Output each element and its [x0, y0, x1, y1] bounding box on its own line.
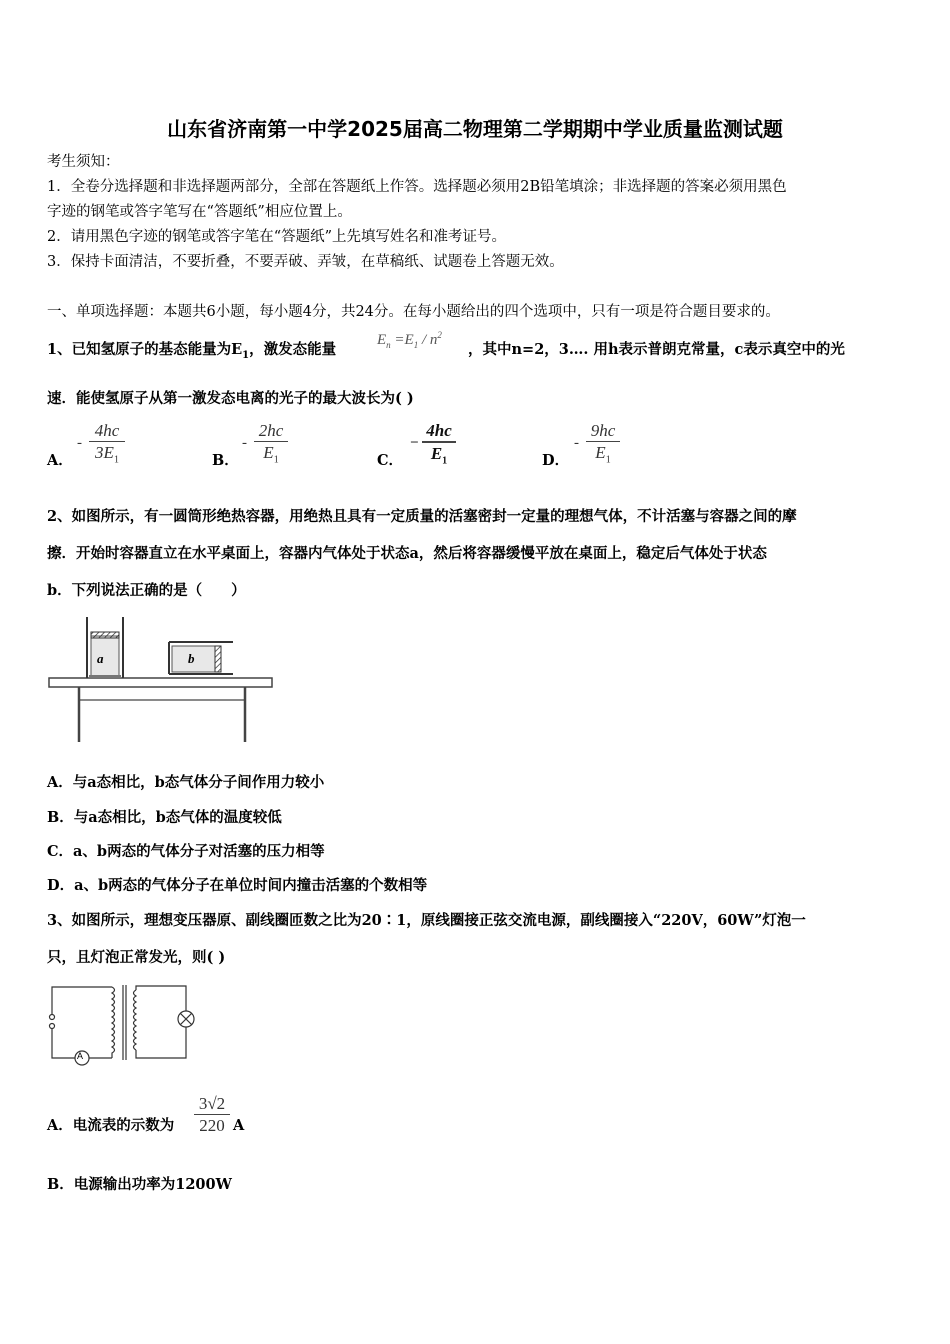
q1-stem: 1、已知氢原子的基态能量为$E_1$，激发态能量: [47, 341, 337, 361]
q2-option-d[interactable]: D．a、b两态的气体分子在单位时间内撞击活塞的个数相等: [47, 877, 428, 894]
notice-item: 3．保持卡面清洁，不要折叠，不要弄破、弄皱，在草稿纸、试题卷上答题无效。: [47, 254, 564, 270]
piston-a: [91, 632, 119, 638]
q1-option-d-label[interactable]: D．: [542, 452, 570, 469]
notice-item: 2．请用黑色字迹的钢笔或答字笔在“答题纸”上先填写姓名和准考证号。: [47, 229, 507, 245]
q2-container-figure: [45, 612, 277, 748]
page-title: 山东省济南第一中学2025届高二物理第二学期期中学业质量监测试题: [167, 117, 783, 141]
q1-energy-formula: $E_n =E_1 / n^2$: [377, 330, 442, 350]
q2-stem-line: b．下列说法正确的是（ ）: [47, 582, 246, 599]
q1-stem-line2: 速．能使氢原子从第一激发态电离的光子的最大波长为( ): [47, 390, 414, 407]
q3-option-a-fraction: 3√2 220: [193, 1094, 231, 1137]
ac-terminal: [50, 1024, 55, 1029]
q1-option-a-fraction: 4hc $3E_1$: [88, 421, 126, 471]
section-heading: 一、单项选择题：本题共6小题，每小题4分，共24分。在每小题给出的四个选项中，只有一项是符合题目要求的。: [47, 304, 780, 320]
q2-option-b[interactable]: B．与a态相比，b态气体的温度较低: [47, 809, 282, 826]
q1-option-c-label[interactable]: C．: [377, 452, 404, 469]
q1-option-c-fraction: 4hc $E_1$: [421, 421, 457, 472]
notice-item: 1．全卷分选择题和非选择题两部分，全部在答题纸上作答。选择题必须用2B铅笔填涂；非选择题的答案必须用黑色: [47, 179, 787, 195]
q2-option-a[interactable]: A．与a态相比，b态气体分子间作用力较小: [47, 774, 325, 791]
q1-option-b-fraction: 2hc $E_1$: [253, 421, 289, 471]
q1-stem-cont: ，其中n=2，3…. 用h表示普朗克常量，c表示真空中的光: [468, 341, 845, 358]
q1-option-d-fraction: 9hc $E_1$: [585, 421, 621, 471]
q3-option-b[interactable]: B．电源输出功率为1200W: [47, 1176, 232, 1193]
q2-option-c[interactable]: C．a、b两态的气体分子对活塞的压力相等: [47, 843, 325, 860]
label-a: a: [97, 651, 104, 666]
notice-heading: 考生须知：: [47, 154, 120, 170]
primary-coil: [112, 987, 115, 1058]
ac-terminal: [50, 1015, 55, 1020]
container-b: [169, 642, 233, 674]
piston-b: [215, 646, 221, 672]
notice-item: 字迹的钢笔或答字笔写在“答题纸”相应位置上。: [47, 204, 352, 220]
q1-option-b-label[interactable]: B．: [212, 452, 239, 469]
q3-transformer-circuit: [44, 982, 196, 1072]
label-b: b: [188, 651, 195, 666]
q3-stem-line: 3、如图所示，理想变压器原、副线圈匝数之比为20∶1，原线圈接正弦交流电源，副线圈接入“220V，60W”灯泡一: [47, 912, 806, 929]
container-a: [87, 617, 123, 678]
q2-stem-line: 擦．开始时容器直立在水平桌面上，容器内气体处于状态a，然后将容器缓慢平放在桌面上，稳定后气体处于状态: [47, 545, 767, 562]
secondary-coil: [134, 990, 137, 1050]
q3-stem-line: 只，且灯泡正常发光，则( ): [47, 949, 226, 966]
ammeter-label: A: [77, 1051, 84, 1061]
table-top: [49, 678, 272, 687]
q1-option-a-label[interactable]: A．: [47, 452, 73, 469]
q3-option-a-label[interactable]: A．电流表的示数为: [47, 1117, 175, 1134]
q2-stem-line: 2、如图所示，有一圆筒形绝热容器，用绝热且具有一定质量的活塞密封一定量的理想气体，不计活塞与容器之间的摩: [47, 508, 797, 525]
q3-option-a-unit: A: [233, 1117, 245, 1134]
